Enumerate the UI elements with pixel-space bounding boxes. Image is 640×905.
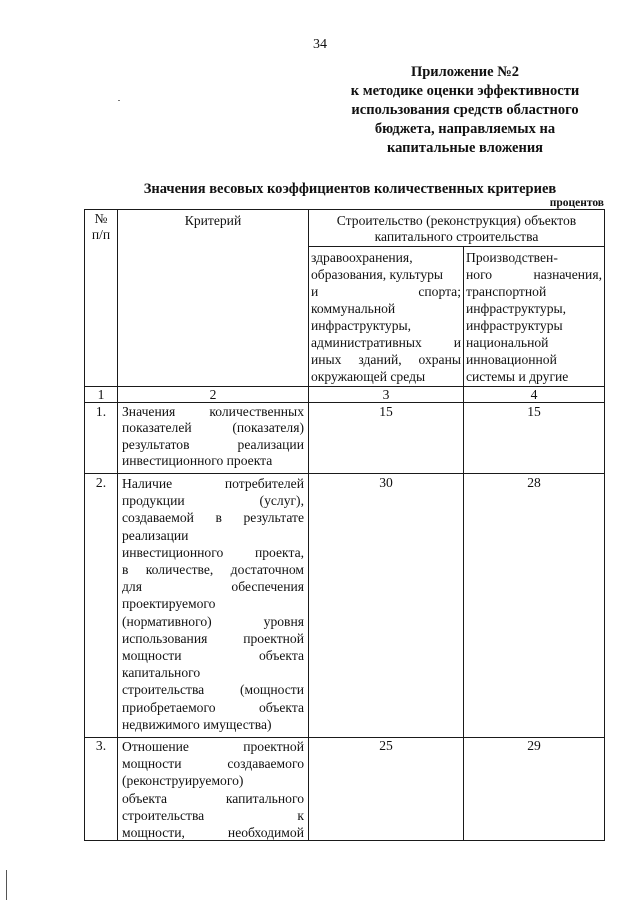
row-value-col4: 28 xyxy=(527,475,541,490)
row-value-col3: 15 xyxy=(379,404,393,419)
row-value-col4: 29 xyxy=(527,738,541,753)
scan-edge-mark xyxy=(6,870,7,900)
column-number: 1 xyxy=(97,387,105,402)
row-value-col3: 30 xyxy=(379,475,393,490)
row-number: 3. xyxy=(95,738,107,753)
header-criterion: Критерий xyxy=(184,213,242,228)
row-value-col3: 25 xyxy=(379,738,393,753)
header-col3: здравоохранения, образования, культуры и спорта; коммунальной инфраструктуры, административных и иных зданий, охраны окружающей среды xyxy=(311,250,461,384)
header-construction: Строительство (реконструкция) объектов капитального строительства xyxy=(336,213,577,245)
row-value-col4: 15 xyxy=(527,404,541,419)
scan-dot xyxy=(118,100,120,101)
column-number: 4 xyxy=(530,387,538,402)
table-border-top xyxy=(84,209,605,210)
column-number: 2 xyxy=(209,387,217,402)
appendix-header xyxy=(335,63,595,158)
table-rule xyxy=(308,246,605,247)
appendix-line: капитальные вложения xyxy=(386,140,544,156)
table-title: Значения весовых коэффициентов количественных критериев xyxy=(143,181,557,197)
row-number: 2. xyxy=(95,475,107,490)
appendix-line: бюджета, направляемых на xyxy=(374,121,556,137)
units-label: процентов xyxy=(549,197,604,209)
header-num: № п/п xyxy=(91,211,111,243)
row-criterion: Значения количественных показателей (показателя) результатов реализации инвестиционного проекта xyxy=(122,404,304,469)
table-rule xyxy=(117,209,118,841)
page-number: 34 xyxy=(313,37,327,52)
header-col4: Производствен- ного назначения, транспортной инфраструктуры, инфраструктуры национальной инновационной системы и другие xyxy=(466,250,602,384)
row-criterion: Отношение проектной мощности создаваемого (реконструируемого) объекта капитального строительства к мощности, необходимой xyxy=(122,739,304,841)
appendix-line: Приложение №2 xyxy=(410,64,520,80)
column-number: 3 xyxy=(382,387,390,402)
appendix-line: к методике оценки эффективности xyxy=(350,83,580,99)
table-border-right xyxy=(604,209,605,841)
appendix-line: использования средств областного xyxy=(351,102,579,118)
row-criterion: Наличие потребителей продукции (услуг), создаваемой в результате реализации инвестиционного проекта, в количестве, достаточном для обеспечения проектируемого (нормативного) уровня использования проектной мощности объекта капитального строительства (мощности приобретаемого объекта недвижимого имущества) xyxy=(122,476,304,732)
row-number: 1. xyxy=(95,404,107,419)
criteria-table xyxy=(84,209,605,841)
